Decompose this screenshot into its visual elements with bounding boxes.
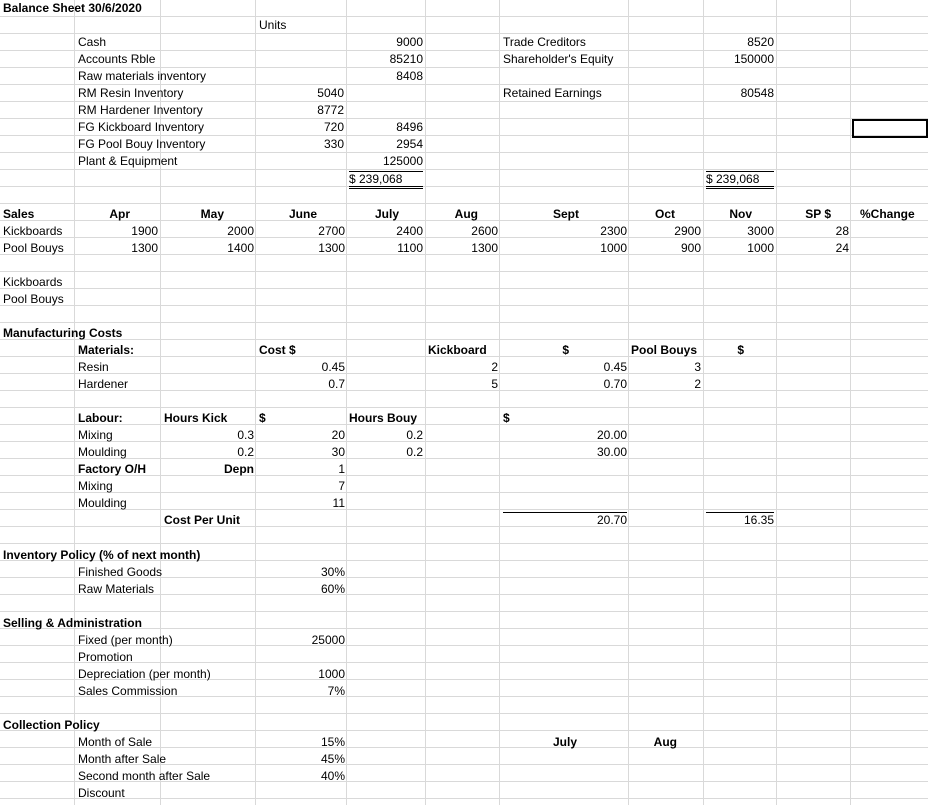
sna-fixed-value[interactable]: 25000 [311, 633, 345, 647]
month-nov[interactable]: Nov [729, 207, 752, 221]
coll-aug-header[interactable]: Aug [653, 735, 677, 749]
kick-sept[interactable]: 2300 [600, 224, 627, 238]
kick-hardener-dollar[interactable]: 0.70 [603, 377, 627, 391]
materials-label[interactable]: Materials: [78, 343, 135, 357]
asset-resin[interactable]: RM Resin Inventory [78, 86, 184, 100]
sna-promo-label[interactable]: Promotion [78, 650, 133, 664]
moulding-kick-dollar[interactable]: 30.00 [596, 445, 627, 459]
mixing-hours-bouy[interactable]: 0.2 [406, 428, 423, 442]
oh-moulding-value[interactable]: 11 [332, 496, 345, 510]
bouy-sept[interactable]: 1000 [600, 241, 627, 255]
factory-oh-value[interactable]: 1 [338, 462, 345, 476]
kick-july[interactable]: 2400 [396, 224, 423, 238]
kick-may[interactable]: 2000 [227, 224, 254, 238]
asset-plant[interactable]: Plant & Equipment [78, 154, 178, 168]
oh-moulding-label[interactable]: Moulding [78, 496, 127, 510]
kick-apr[interactable]: 1900 [131, 224, 158, 238]
units-fg-bouy[interactable]: 330 [323, 137, 344, 151]
value-plant[interactable]: 125000 [382, 154, 423, 168]
coll-v2[interactable]: 40% [320, 769, 345, 783]
hardener-label[interactable]: Hardener [78, 377, 129, 391]
month-july[interactable]: July [374, 207, 399, 221]
bouy-sp[interactable]: 24 [835, 241, 849, 255]
inv-rm-label[interactable]: Raw Materials [78, 582, 155, 596]
coll-second-month[interactable]: Second month after Sale [78, 769, 211, 783]
liab-retained-value[interactable]: 80548 [740, 86, 774, 100]
coll-v0[interactable]: 15% [320, 735, 345, 749]
asset-rm[interactable]: Raw materials inventory [78, 69, 207, 83]
liab-retained[interactable]: Retained Earnings [503, 86, 602, 100]
month-apr[interactable]: Apr [109, 207, 130, 221]
kick-june[interactable]: 2700 [318, 224, 345, 238]
change-header[interactable]: %Change [860, 207, 915, 221]
bouy-aug[interactable]: 1300 [471, 241, 498, 255]
value-fg-bouy[interactable]: 2954 [396, 137, 423, 151]
inventory-title[interactable]: Inventory Policy (% of next month) [3, 548, 201, 562]
resin-cost[interactable]: 0.45 [321, 360, 345, 374]
moulding-label[interactable]: Moulding [78, 445, 127, 459]
bouy-nov[interactable]: 1000 [747, 241, 774, 255]
mixing-hours-kick[interactable]: 0.3 [237, 428, 254, 442]
oh-mixing-value[interactable]: 7 [338, 479, 345, 493]
month-sept[interactable]: Sept [552, 207, 579, 221]
bouy-header[interactable]: Pool Bouys [631, 343, 698, 357]
units-resin[interactable]: 5040 [317, 86, 344, 100]
moulding-hours-kick[interactable]: 0.2 [237, 445, 254, 459]
coll-month-of-sale[interactable]: Month of Sale [78, 735, 153, 749]
liab-equity[interactable]: Shareholder's Equity [503, 52, 614, 66]
selected-cell[interactable] [852, 119, 928, 138]
sna-fixed-label[interactable]: Fixed (per month) [78, 633, 173, 647]
inv-fg-value[interactable]: 30% [320, 565, 345, 579]
sheet-title[interactable]: Balance Sheet 30/6/2020 [3, 1, 142, 15]
asset-ar[interactable]: Accounts Rble [78, 52, 156, 66]
kick-resin-dollar[interactable]: 0.45 [603, 360, 627, 374]
kick-oct[interactable]: 2900 [674, 224, 701, 238]
moulding-hours-bouy[interactable]: 0.2 [406, 445, 423, 459]
month-oct[interactable]: Oct [654, 207, 675, 221]
bouy-june[interactable]: 1300 [318, 241, 345, 255]
kick-sp[interactable]: 28 [835, 224, 849, 238]
asset-fg-kick[interactable]: FG Kickboard Inventory [78, 120, 205, 134]
hours-kick-header[interactable]: Hours Kick [164, 411, 228, 425]
total-liabilities[interactable]: $ 239,068 [706, 171, 774, 189]
value-rm[interactable]: 8408 [396, 69, 423, 83]
units-header[interactable]: Units [259, 18, 287, 32]
total-assets[interactable]: $ 239,068 [349, 171, 423, 189]
kick-aug[interactable]: 2600 [471, 224, 498, 238]
value-fg-kick[interactable]: 8496 [396, 120, 423, 134]
resin-label[interactable]: Resin [78, 360, 109, 374]
bouy-oct[interactable]: 900 [680, 241, 701, 255]
labour-kick-dollar-header[interactable]: $ [503, 411, 510, 425]
sna-comm-value[interactable]: 7% [327, 684, 345, 698]
mixing-rate[interactable]: 20 [331, 428, 345, 442]
coll-july-header[interactable]: July [552, 735, 577, 749]
inv-rm-value[interactable]: 60% [320, 582, 345, 596]
hours-bouy-header[interactable]: Hours Bouy [349, 411, 418, 425]
coll-discount[interactable]: Discount [78, 786, 125, 800]
labour-label[interactable]: Labour: [78, 411, 123, 425]
asset-hardener[interactable]: RM Hardener Inventory [78, 103, 203, 117]
sna-comm-label[interactable]: Sales Commission [78, 684, 178, 698]
sp-header[interactable]: SP $ [805, 207, 831, 221]
sna-dep-label[interactable]: Depreciation (per month) [78, 667, 211, 681]
bouy-apr[interactable]: 1300 [131, 241, 158, 255]
liab-creditors[interactable]: Trade Creditors [503, 35, 586, 49]
value-cash[interactable]: 9000 [396, 35, 423, 49]
kick-resin-qty[interactable]: 2 [491, 360, 498, 374]
month-aug[interactable]: Aug [454, 207, 478, 221]
inv-fg-label[interactable]: Finished Goods [78, 565, 163, 579]
units-fg-kick[interactable]: 720 [323, 120, 344, 134]
labour-dollar-header[interactable]: $ [259, 411, 266, 425]
dollar-header-bouy[interactable]: $ [737, 343, 744, 357]
bouy-may[interactable]: 1400 [227, 241, 254, 255]
sales-label[interactable]: Sales [3, 207, 35, 221]
liab-creditors-value[interactable]: 8520 [747, 35, 774, 49]
sales-kick-label[interactable]: Kickboards [3, 224, 63, 238]
value-ar[interactable]: 85210 [389, 52, 423, 66]
bouy-july[interactable]: 1100 [397, 241, 423, 255]
asset-cash[interactable]: Cash [78, 35, 107, 49]
row-pool-bouys[interactable]: Pool Bouys [3, 292, 64, 306]
asset-fg-bouy[interactable]: FG Pool Bouy Inventory [78, 137, 206, 151]
cost-per-unit-bouy[interactable]: 16.35 [706, 512, 774, 527]
collection-title[interactable]: Collection Policy [3, 718, 100, 732]
cost-header[interactable]: Cost $ [259, 343, 296, 357]
hardener-cost[interactable]: 0.7 [328, 377, 345, 391]
liab-equity-value[interactable]: 150000 [733, 52, 774, 66]
bouy-hardener-qty[interactable]: 2 [694, 377, 701, 391]
moulding-rate[interactable]: 30 [331, 445, 345, 459]
row-kickboards[interactable]: Kickboards [3, 275, 63, 289]
coll-month-after[interactable]: Month after Sale [78, 752, 167, 766]
cost-per-unit-label[interactable]: Cost Per Unit [164, 513, 241, 527]
dollar-header-kick[interactable]: $ [562, 343, 569, 357]
month-may[interactable]: May [200, 207, 224, 221]
sna-dep-value[interactable]: 1000 [318, 667, 345, 681]
sna-title[interactable]: Selling & Administration [3, 616, 142, 630]
mixing-label[interactable]: Mixing [78, 428, 113, 442]
sales-bouy-label[interactable]: Pool Bouys [3, 241, 64, 255]
cost-per-unit-kick[interactable]: 20.70 [503, 512, 627, 527]
depn-header[interactable]: Depn [224, 462, 254, 476]
kickboard-header[interactable]: Kickboard [428, 343, 487, 357]
mixing-kick-dollar[interactable]: 20.00 [596, 428, 627, 442]
kick-hardener-qty[interactable]: 5 [491, 377, 498, 391]
oh-mixing-label[interactable]: Mixing [78, 479, 113, 493]
bouy-resin-qty[interactable]: 3 [694, 360, 701, 374]
mfg-title[interactable]: Manufacturing Costs [3, 326, 123, 340]
factory-oh-label[interactable]: Factory O/H [78, 462, 147, 476]
coll-v1[interactable]: 45% [320, 752, 345, 766]
month-june[interactable]: June [288, 207, 317, 221]
kick-nov[interactable]: 3000 [747, 224, 774, 238]
units-hardener[interactable]: 8772 [317, 103, 344, 117]
